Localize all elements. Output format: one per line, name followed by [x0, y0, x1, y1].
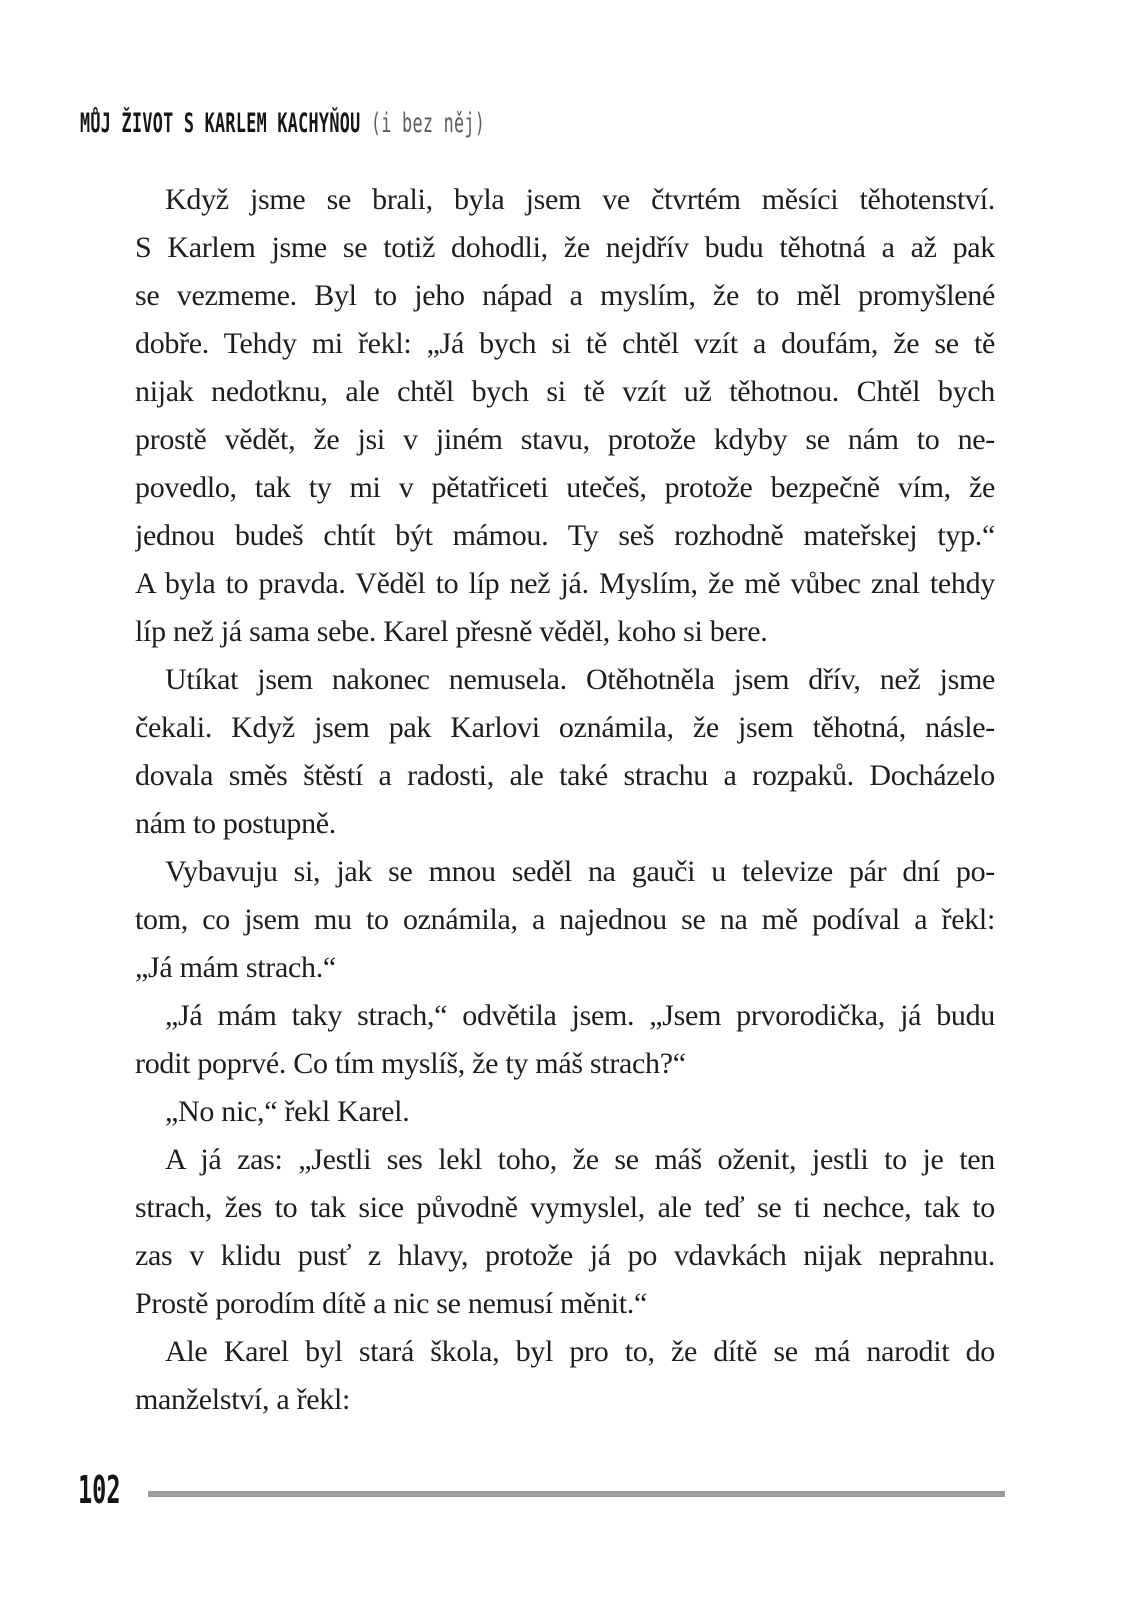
text-line: „Já mám strach.“ — [135, 951, 336, 984]
text-line: se vezmeme. Byl to jeho nápad a myslím, že to měl promyšlené — [135, 279, 995, 312]
page-number-container — [78, 1468, 147, 1512]
text-line: zas v klidu pusť z hlavy, protože já po vdavkách nijak neprahnu. — [135, 1239, 995, 1272]
text-line: rodit poprvé. Co tím myslíš, že ty máš strach?“ — [135, 1047, 686, 1080]
text-line: S Karlem jsme se totiž dohodli, že nejdřív budu těhotná a až pak — [135, 231, 995, 264]
text-line: Vybavuju si, jak se mnou seděl na gauči u televize pár dní po- — [165, 855, 995, 888]
text-line: líp než já sama sebe. Karel přesně věděl, koho si bere. — [135, 615, 768, 648]
text-line: jednou budeš chtít být mámou. Ty seš rozhodně mateřskej typ.“ — [135, 519, 995, 552]
text-line: prostě vědět, že jsi v jiném stavu, protože kdyby se nám to ne- — [135, 423, 995, 456]
text-line: dobře. Tehdy mi řekl: „Já bych si tě chtěl vzít a doufám, že se tě — [135, 327, 995, 360]
text-line: Utíkat jsem nakonec nemusela. Otěhotněla jsem dřív, než jsme — [165, 663, 995, 696]
footer-rule — [148, 1491, 1005, 1497]
running-header-text — [80, 108, 485, 139]
text-line: nám to postupně. — [135, 807, 337, 840]
body-text — [135, 176, 995, 1424]
text-line: A já zas: „Jestli ses lekl toho, že se máš oženit, jestli to je ten — [165, 1143, 995, 1176]
book-subtitle-text: (i bez něj) — [370, 108, 486, 139]
text-line: Prostě porodím dítě a nic se nemusí měnit.“ — [135, 1287, 647, 1320]
text-line: „No nic,“ řekl Karel. — [165, 1095, 410, 1128]
page-number: 102 — [78, 1468, 121, 1512]
book-subtitle — [360, 108, 370, 139]
text-line: nijak nedotknu, ale chtěl bych si tě vzít už těhotnou. Chtěl bych — [135, 375, 995, 408]
text-line: manželství, a řekl: — [135, 1383, 351, 1416]
running-header — [80, 108, 733, 139]
text-line: dovala směs štěstí a radosti, ale také strachu a rozpaků. Docházelo — [135, 759, 995, 792]
text-line: tom, co jsem mu to oznámila, a najednou se na mě podíval a řekl: — [135, 903, 995, 936]
text-line: A byla to pravda. Věděl to líp než já. Myslím, že mě vůbec znal tehdy — [135, 567, 995, 600]
book-title: MŮJ ŽIVOT S KARLEM KACHYŇOU — [80, 108, 361, 139]
text-line: „Já mám taky strach,“ odvětila jsem. „Jsem prvorodička, já budu — [165, 999, 995, 1032]
text-line: čekali. Když jsem pak Karlovi oznámila, že jsem těhotná, násle- — [135, 711, 995, 744]
text-line: povedlo, tak ty mi v pětatřiceti utečeš, protože bezpečně vím, že — [135, 471, 995, 504]
text-line: Když jsme se brali, byla jsem ve čtvrtém měsíci těhotenství. — [165, 183, 995, 216]
text-line: Ale Karel byl stará škola, byl pro to, že dítě se má narodit do — [165, 1335, 995, 1368]
text-line: strach, žes to tak sice původně vymyslel, ale teď se ti nechce, tak to — [135, 1191, 995, 1224]
